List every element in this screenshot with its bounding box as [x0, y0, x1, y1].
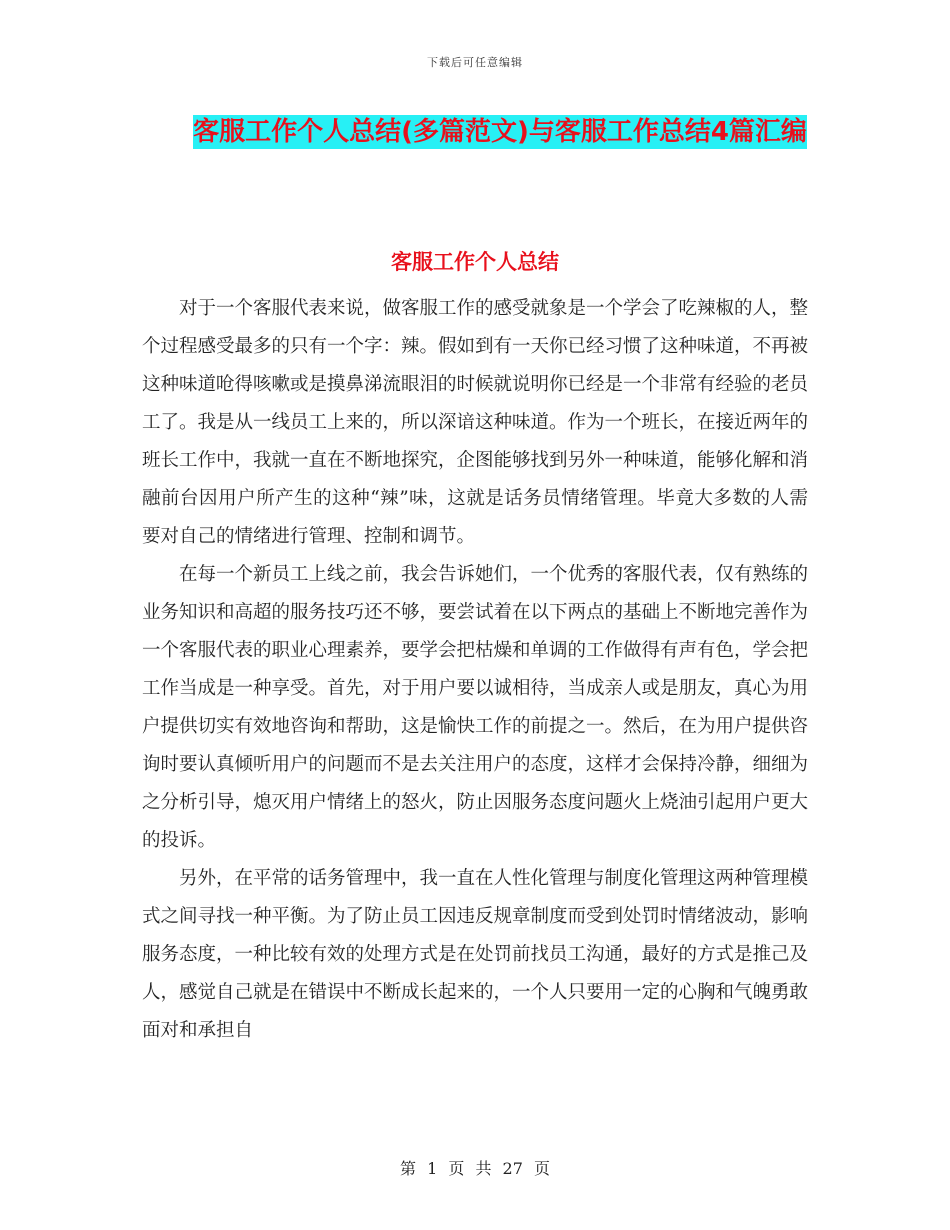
document-title: [140, 108, 860, 156]
paragraph-2: 在每一个新员工上线之前，我会告诉她们，一个优秀的客服代表，仅有熟练的业务知识和高超的服务技巧还不够，要尝试着在以下两点的基础上不断地完善作为一个客服代表的职业心理素养，要学会把枯燥和单调的工作做得有声有色，学会把工作当成是一种享受。首先，对于用户要以诚相待，当成亲人或是朋友，真心为用户提供切实有效地咨询和帮助，这是愉快工作的前提之一。然后，在为用户提供咨询时要认真倾听用户的问题而不是去关注用户的态度，这样才会保持冷静，细细为之分析引导，熄灭用户情绪上的怒火，防止因服务态度问题火上烧油引起用户更大的投诉。: [142, 564, 809, 851]
document-title-text: 客服工作个人总结(多篇范文)与客服工作总结4篇汇编: [193, 117, 807, 147]
page-footer: 第 1 页 共 27 页: [400, 1159, 550, 1178]
paragraph-1: 对于一个客服代表来说，做客服工作的感受就象是一个学会了吃辣椒的人，整个过程感受最多的只有一个字：辣。假如到有一天你已经习惯了这种味道，不再被这种味道呛得咳嗽或是摸鼻涕流眼泪的时候就说明你已经是一个非常有经验的老员工了。我是从一线员工上来的，所以深谙这种味道。作为一个班长，在接近两年的班长工作中，我就一直在不断地探究，企图能够找到另外一种味道，能够化解和消融前台因用户所产生的这种“辣”味，这就是话务员情绪管理。毕竟大多数的人需要对自己的情绪进行管理、控制和调节。: [142, 298, 809, 547]
section-title: 客服工作个人总结: [391, 250, 559, 274]
paragraph-3: 另外，在平常的话务管理中，我一直在人性化管理与制度化管理这两种管理模式之间寻找一种平衡。为了防止员工因违反规章制度而受到处罚时情绪波动，影响服务态度，一种比较有效的处理方式是在处罚前找员工沟通，最好的方式是推己及人，感觉自己就是在错误中不断成长起来的，一个人只要用一定的心胸和气魄勇敢面对和承担自: [142, 868, 809, 1041]
body-text: [142, 290, 808, 1050]
header-note: 下载后可任意编辑: [427, 56, 523, 69]
